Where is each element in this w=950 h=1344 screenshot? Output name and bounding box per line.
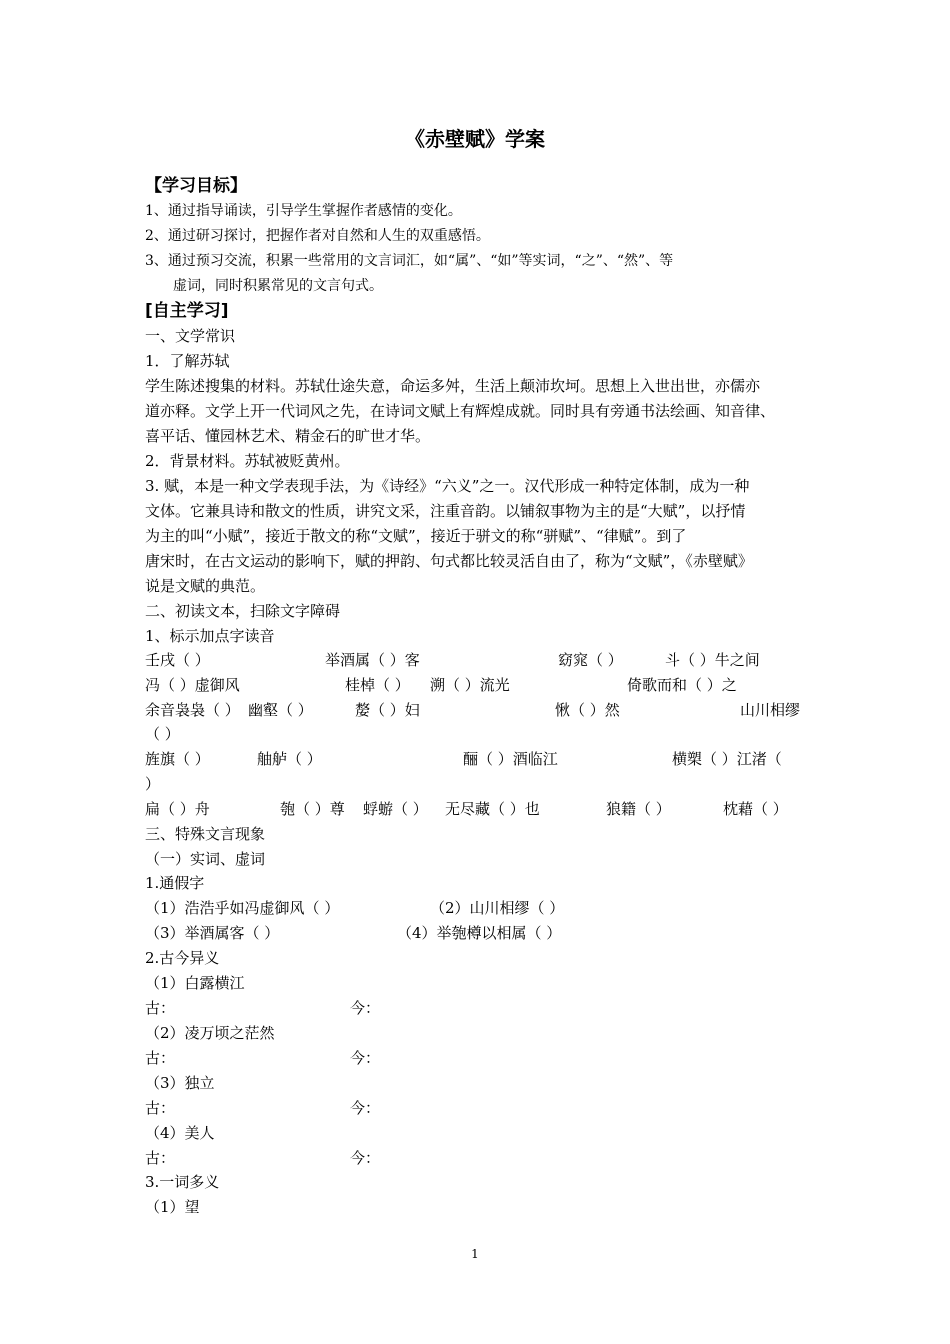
paragraph-line: 为主的叫“小赋”，接近于散文的称“文赋”，接近于骈文的称“骈赋”、“律赋”。到了	[145, 527, 687, 545]
pron-item: 旌旗（ ）	[145, 750, 210, 768]
pron-item: 匏（ ）尊	[280, 800, 345, 818]
item-heading: 2.古今异义	[145, 949, 220, 967]
pron-item: 桂棹（ ）	[345, 676, 410, 694]
section-heading: 一、文学常识	[145, 327, 236, 345]
subsection-heading: （一）实词、虚词	[145, 850, 266, 868]
pron-item: 蜉蝣（ ）	[363, 800, 428, 818]
exercise-row	[145, 921, 815, 946]
item-heading: 1、标示加点字读音	[145, 627, 275, 645]
exercise-item: （1）浩浩乎如冯虚御风（ ）	[145, 899, 340, 917]
exercise-item: （4）举匏樽以相属（ ）	[397, 924, 562, 942]
pron-item: 愀（ ）然	[555, 701, 620, 719]
gu-label: 古：	[145, 1049, 176, 1067]
item-heading: 3.一词多义	[145, 1173, 220, 1191]
answer-row	[145, 1146, 815, 1171]
goal-line: 1、通过指导诵读，引导学生掌握作者感情的变化。	[145, 203, 462, 219]
exercise-item: （1）白露横江	[145, 974, 245, 992]
item-heading: 1.通假字	[145, 874, 205, 892]
pron-item: ）	[145, 775, 161, 793]
paragraph-line: 道亦释。文学上开一代词风之先，在诗词文赋上有辉煌成就。同时具有旁通书法绘画、知音律、	[145, 402, 776, 420]
pron-item: 横槊（ ）江渚（	[672, 750, 782, 768]
pron-item: 溯（ ）流光	[430, 676, 510, 694]
item-heading: 2．背景材料。苏轼被贬黄州。	[145, 452, 350, 470]
jin-label: 今：	[350, 1149, 381, 1167]
pronunciation-row	[145, 673, 815, 698]
goal-line: 3、通过预习交流，积累一些常用的文言词汇，如“属”、“如”等实词，“之”、“然”、等	[145, 253, 674, 269]
pron-item: 嫠（ ）妇	[355, 701, 420, 719]
gu-label: 古：	[145, 1099, 176, 1117]
pron-item: 狼籍（ ）	[606, 800, 671, 818]
gu-label: 古：	[145, 1149, 176, 1167]
jin-label: 今：	[350, 999, 381, 1017]
pronunciation-row	[145, 648, 815, 673]
gu-label: 古：	[145, 999, 176, 1017]
section-heading: 二、初读文本，扫除文字障碍	[145, 602, 341, 620]
pron-item: 斗（ ）牛之间	[665, 651, 760, 669]
paragraph-line: 唐宋时，在古文运动的影响下，赋的押韵、句式都比较灵活自由了，称为“文赋”，《赤壁赋》	[145, 552, 753, 570]
pronunciation-row	[145, 747, 815, 772]
answer-row	[145, 996, 815, 1021]
page-number: 1	[471, 1247, 479, 1261]
answer-row	[145, 1096, 815, 1121]
paragraph-line: 文体。它兼具诗和散文的性质，讲究文采，注重音韵。以铺叙事物为主的是“大赋”，以抒情	[145, 502, 746, 520]
exercise-item: （4）美人	[145, 1124, 215, 1142]
paragraph-line: 喜平话、懂园林艺术、精金石的旷世才华。	[145, 427, 431, 445]
jin-label: 今：	[350, 1049, 381, 1067]
exercise-item: （2）凌万顷之茫然	[145, 1024, 275, 1042]
pronunciation-row	[145, 698, 815, 723]
pron-item: 倚歌而和（ ）之	[627, 676, 737, 694]
goal-line: 虚词，同时积累常见的文言句式。	[173, 278, 383, 294]
pronunciation-row	[145, 772, 815, 797]
paragraph-line: 3. 赋，本是一种文学表现手法，为《诗经》“六义”之一。汉代形成一种特定体制，成为一种	[145, 477, 750, 495]
exercise-item: （1）望	[145, 1198, 200, 1216]
pron-item: 冯（ ）虚御风	[145, 676, 240, 694]
paragraph-line: 说是文赋的典范。	[145, 577, 266, 595]
pron-item: 窈窕（ ）	[558, 651, 623, 669]
exercise-item: （3）独立	[145, 1074, 215, 1092]
answer-row	[145, 1046, 815, 1071]
pronunciation-row	[145, 797, 815, 822]
item-heading: 1．了解苏轼	[145, 352, 230, 370]
goals-heading: 【学习目标】	[145, 176, 247, 196]
pron-item: 枕藉（ ）	[723, 800, 788, 818]
pronunciation-row	[145, 722, 815, 747]
pron-item: 山川相缪	[740, 701, 801, 719]
paragraph-line: 学生陈述搜集的材料。苏轼仕途失意，命运多舛，生活上颠沛坎坷。思想上入世出世，亦儒亦	[145, 377, 761, 395]
exercise-item: （3）举酒属客（ ）	[145, 924, 280, 942]
pron-item: 扁（ ）舟	[145, 800, 210, 818]
goal-line: 2、通过研习探讨，把握作者对自然和人生的双重感悟。	[145, 228, 490, 244]
exercise-row	[145, 896, 815, 921]
pron-item: 举酒属（ ）客	[325, 651, 420, 669]
self-study-heading: [自主学习]	[145, 301, 229, 321]
section-heading: 三、特殊文言现象	[145, 825, 266, 843]
pron-item: 无尽藏（ ）也	[445, 800, 540, 818]
exercise-item: （2）山川相缪（ ）	[430, 899, 565, 917]
pron-item: 酾（ ）酒临江	[463, 750, 558, 768]
pron-item: 壬戌（ ）	[145, 651, 210, 669]
jin-label: 今：	[350, 1099, 381, 1117]
pron-item: 舳舻（ ）	[257, 750, 322, 768]
pron-item: （ ）	[145, 725, 180, 743]
pron-item: 余音袅袅（ ）	[145, 701, 240, 719]
page-title: 《赤壁赋》学案	[405, 127, 545, 151]
pron-item: 幽壑（ ）	[248, 701, 313, 719]
